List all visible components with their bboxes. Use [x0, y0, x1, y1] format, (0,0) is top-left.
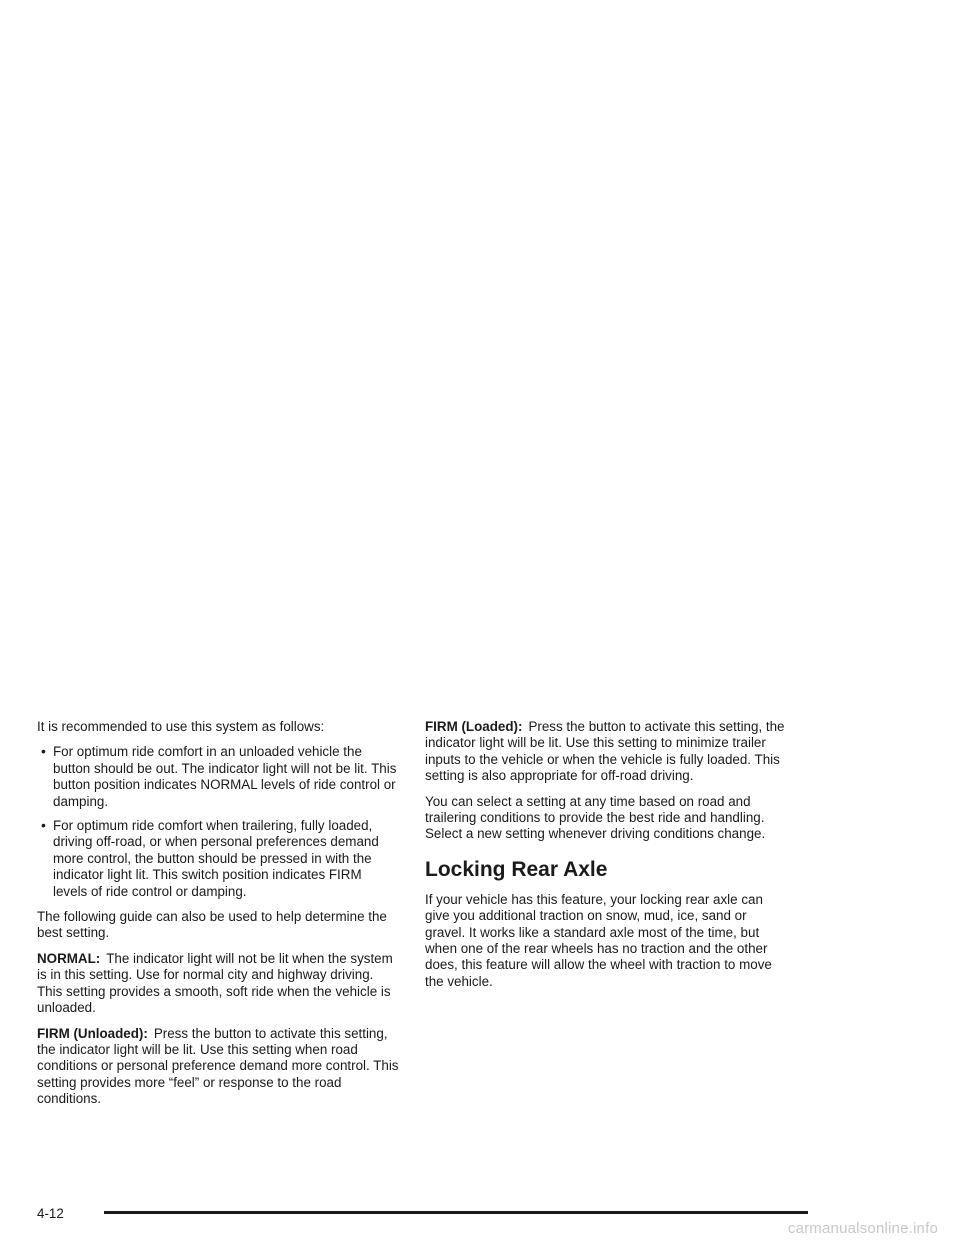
guide-paragraph: The following guide can also be used to help determine the best setting. — [37, 909, 387, 941]
right-column — [425, 719, 787, 999]
firm-loaded-text: Press the button to activate this setting, the indicator light will be lit. Use this setting to minimize trailer inputs to the vehicle or when the vehicle is fully loaded. This setting is also appropriate for off-road driving. — [425, 719, 785, 784]
page-number: 4-12 — [37, 1206, 64, 1221]
axle-paragraph: If your vehicle has this feature, your locking rear axle can give you additional traction on snow, mud, ice, sand or gravel. It works like a standard axle most of the time, but when one of the rear wheels has no traction and the other does, this feature will allow the wheel with traction to move the vehicle. — [425, 891, 772, 989]
firm-unloaded-term: FIRM (Unloaded): — [37, 1025, 148, 1041]
list-item — [37, 818, 399, 900]
section-heading: Locking Rear Axle — [425, 857, 608, 881]
normal-paragraph — [37, 951, 399, 1017]
normal-term: NORMAL: — [37, 950, 101, 966]
watermark: carmanualsonline.info — [787, 1220, 938, 1237]
normal-text: The indicator light will not be lit when the system is in this setting. Use for normal city and highway driving. This setting provides a smooth, soft ride when the vehicle is unloaded. — [37, 950, 393, 1016]
list-item — [37, 744, 399, 810]
firm-unloaded-text: Press the button to activate this setting, the indicator light will be lit. Use this setting when road conditions or personal preference demand more control. This setting provides more “feel” or response to the road conditions. — [37, 1025, 399, 1107]
footer-divider — [104, 1211, 808, 1214]
recommendation-list — [37, 744, 399, 900]
firm-loaded-term: FIRM (Loaded): — [425, 719, 523, 734]
firm-loaded-paragraph — [425, 719, 787, 785]
bullet-text: For optimum ride comfort when trailering, fully loaded, driving off-road, or when personal preferences demand more control, the button should be pressed in with the indicator light lit. This switch position indicates FIRM levels of ride control or damping. — [53, 818, 379, 899]
firm-unloaded-paragraph — [37, 1026, 399, 1108]
left-column — [37, 719, 399, 1117]
bullet-icon: • — [41, 817, 46, 834]
bullet-text: For optimum ride comfort in an unloaded vehicle the button should be out. The indicator light will not be lit. This button position indicates NORMAL levels of ride control or damping. — [53, 744, 397, 809]
bullet-icon: • — [41, 743, 46, 760]
select-setting-paragraph: You can select a setting at any time based on road and trailering conditions to provide the best ride and handling. Select a new setting whenever driving conditions change. — [425, 793, 766, 842]
intro-paragraph: It is recommended to use this system as follows: — [37, 719, 325, 734]
